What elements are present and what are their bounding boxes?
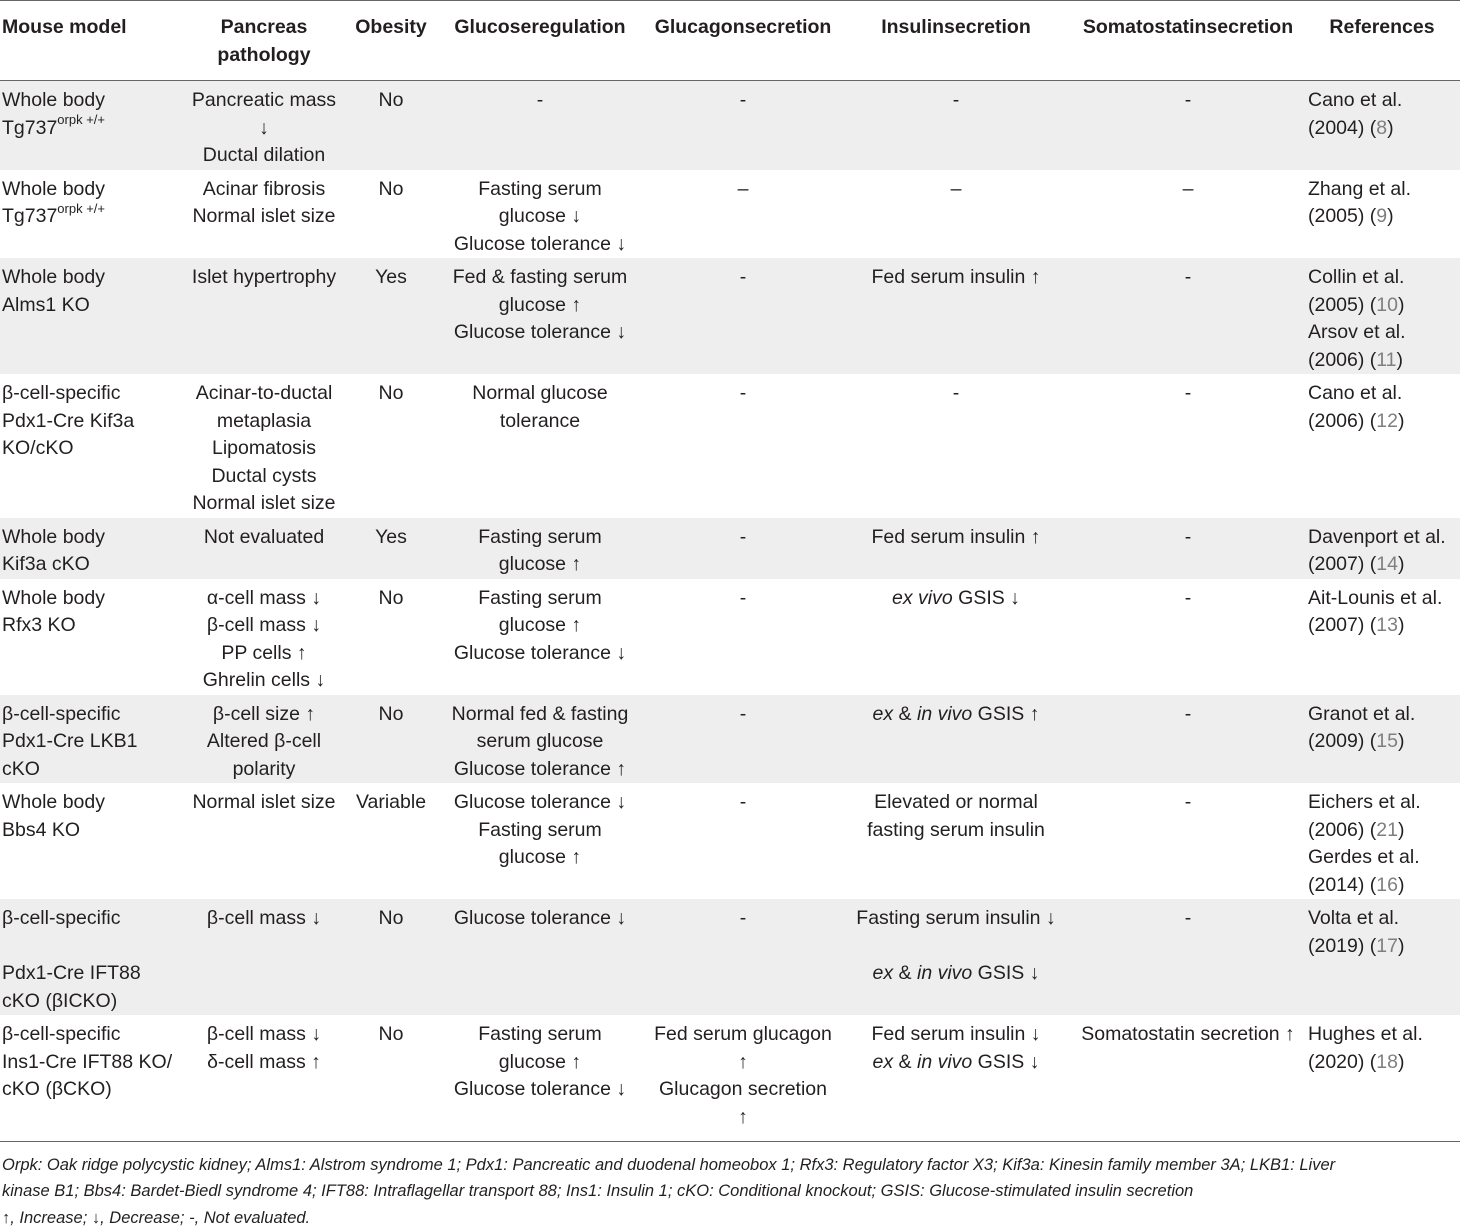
insulin-line: - [840, 380, 1072, 408]
glucagon-line: ↑ [646, 1104, 840, 1132]
reference-year: (2007) (13) [1308, 612, 1460, 640]
glucagon-line: - [646, 264, 840, 292]
model-line: Whole body [2, 585, 180, 613]
cell-mouse-model [0, 783, 180, 899]
somatostatin-line: - [1072, 380, 1304, 408]
model-line: β-cell-specific [2, 905, 180, 933]
table-body [0, 81, 1460, 1142]
cell-pancreas-pathology [180, 374, 348, 518]
cell-glucose-regulation [434, 783, 646, 899]
glucose-line: glucose ↑ [434, 551, 646, 579]
cell-insulin-secretion [840, 1015, 1072, 1141]
pathology-line: Normal islet size [180, 490, 348, 518]
reference-author: Ait-Lounis et al. [1308, 585, 1460, 613]
header-line: Pancreas [180, 14, 348, 42]
cell-references [1304, 258, 1460, 374]
reference-number: 11 [1376, 349, 1396, 371]
model-line: Alms1 KO [2, 292, 180, 320]
pathology-line: Lipomatosis [180, 435, 348, 463]
pathology-line: Islet hypertrophy [180, 264, 348, 292]
gsis-line: ex & in vivo GSIS ↓ [840, 1049, 1072, 1077]
cell-glucagon-secretion [646, 81, 840, 170]
cell-mouse-model [0, 170, 180, 259]
italic-term: in vivo [917, 962, 972, 984]
model-line: $Tg737^{orpk +/+}$ [2, 115, 180, 143]
cell-glucose-regulation [434, 258, 646, 374]
model-line: Rfx3 KO [2, 612, 180, 640]
model-line: Whole body [2, 176, 180, 204]
reference-number: 13 [1376, 614, 1398, 636]
table-row [0, 170, 1460, 259]
italic-term: ex [873, 703, 894, 725]
glucose-line: glucose ↑ [434, 844, 646, 872]
model-line: β-cell-specific [2, 380, 180, 408]
model-superscript: orpk +/+ [57, 112, 105, 127]
insulin-line [840, 933, 1072, 961]
reference-author: Cano et al. [1308, 380, 1460, 408]
reference-year: (2014) (16) [1308, 872, 1460, 900]
reference-author: Eichers et al. [1308, 789, 1460, 817]
cell-glucagon-secretion [646, 1015, 840, 1141]
model-line: $Tg737^{orpk +/+}$ [2, 203, 180, 231]
model-line: cKO (βICKO) [2, 988, 180, 1016]
cell-glucose-regulation [434, 695, 646, 784]
glucagon-line: – [646, 176, 840, 204]
glucose-line: tolerance [434, 408, 646, 436]
pathology-line: Ghrelin cells ↓ [180, 667, 348, 695]
pathology-line: Pancreatic mass [180, 87, 348, 115]
cell-pancreas-pathology [180, 518, 348, 579]
reference-year: (2005) (9) [1308, 203, 1460, 231]
insulin-line: Fed serum insulin ↑ [840, 524, 1072, 552]
table-footnote [0, 1142, 1458, 1231]
pathology-line: β-cell size ↑ [180, 701, 348, 729]
cell-glucagon-secretion [646, 258, 840, 374]
cell-mouse-model [0, 899, 180, 1015]
glucagon-line: Fed serum glucagon [646, 1021, 840, 1049]
table-row [0, 258, 1460, 374]
italic-term: in vivo [917, 703, 972, 725]
table-row [0, 1015, 1460, 1141]
model-line: Pdx1-Cre LKB1 [2, 728, 180, 756]
somatostatin-line: - [1072, 789, 1304, 817]
pathology-line: β-cell mass ↓ [180, 1021, 348, 1049]
italic-term: ex [873, 1051, 894, 1073]
glucagon-line: - [646, 380, 840, 408]
cell-obesity: No [348, 899, 434, 1015]
reference-year: (2004) (8) [1308, 115, 1460, 143]
reference-number: 18 [1376, 1051, 1398, 1073]
glucose-line: glucose ↓ [434, 203, 646, 231]
reference-author: Gerdes et al. [1308, 844, 1460, 872]
somatostatin-line: - [1072, 87, 1304, 115]
model-line: Pdx1-Cre Kif3a [2, 408, 180, 436]
italic-term: ex vivo [892, 587, 953, 609]
pathology-line: Altered β-cell [180, 728, 348, 756]
cell-obesity: Yes [348, 258, 434, 374]
reference-author: Collin et al. [1308, 264, 1460, 292]
pathology-line: Normal islet size [180, 789, 348, 817]
footnote-line: kinase B1; Bbs4: Bardet-Biedl syndrome 4; IFT88: Intraflagellar transport 88; Ins1: Insulin 1; cKO: Conditional knockout; GSIS: Glucose-stimulated insulin secretion [2, 1178, 1458, 1205]
cell-glucagon-secretion [646, 170, 840, 259]
glucose-line: - [434, 87, 646, 115]
cell-obesity: No [348, 695, 434, 784]
glucose-line: Glucose tolerance ↓ [434, 905, 646, 933]
insulin-line: fasting serum insulin [840, 817, 1072, 845]
pathology-line: Ductal cysts [180, 463, 348, 491]
glucose-line: Fasting serum [434, 524, 646, 552]
gsis-line: ex & in vivo GSIS ↓ [840, 960, 1072, 988]
cell-obesity: Variable [348, 783, 434, 899]
model-line: cKO [2, 756, 180, 784]
cell-mouse-model [0, 1015, 180, 1141]
table-row [0, 81, 1460, 170]
reference-author: Cano et al. [1308, 87, 1460, 115]
cell-glucose-regulation [434, 899, 646, 1015]
header-glucose-regulation: Glucoseregulation [434, 1, 646, 81]
model-line: Ins1-Cre IFT88 KO/ [2, 1049, 180, 1077]
cell-references [1304, 374, 1460, 518]
glucagon-line: - [646, 524, 840, 552]
reference-author: Hughes et al. [1308, 1021, 1460, 1049]
cell-somatostatin-secretion [1072, 81, 1304, 170]
pathology-line: metaplasia [180, 408, 348, 436]
glucagon-line: - [646, 905, 840, 933]
glucagon-line: - [646, 585, 840, 613]
glucose-line: Normal glucose [434, 380, 646, 408]
insulin-line: Fasting serum insulin ↓ [840, 905, 1072, 933]
insulin-line: - [840, 87, 1072, 115]
header-mouse-model: Mouse model [0, 1, 180, 81]
cell-insulin-secretion [840, 374, 1072, 518]
reference-year: (2020) (18) [1308, 1049, 1460, 1077]
pathology-line: α-cell mass ↓ [180, 585, 348, 613]
cell-somatostatin-secretion [1072, 374, 1304, 518]
cell-insulin-secretion [840, 783, 1072, 899]
reference-author: Granot et al. [1308, 701, 1460, 729]
somatostatin-line: – [1072, 176, 1304, 204]
reference-number: 10 [1376, 294, 1398, 316]
insulin-line: Elevated or normal [840, 789, 1072, 817]
cell-somatostatin-secretion [1072, 518, 1304, 579]
glucagon-line: - [646, 701, 840, 729]
cell-pancreas-pathology [180, 81, 348, 170]
pathology-line: Acinar fibrosis [180, 176, 348, 204]
cell-somatostatin-secretion [1072, 170, 1304, 259]
glucose-line: glucose ↑ [434, 292, 646, 320]
footnote-line: ↑, Increase; ↓, Decrease; -, Not evaluated. [2, 1205, 1458, 1231]
cell-obesity: No [348, 81, 434, 170]
cell-obesity: No [348, 374, 434, 518]
reference-year: (2005) (10) [1308, 292, 1460, 320]
cell-glucose-regulation [434, 374, 646, 518]
glucose-line: Glucose tolerance ↑ [434, 756, 646, 784]
cell-obesity: No [348, 579, 434, 695]
cell-obesity: Yes [348, 518, 434, 579]
cell-glucagon-secretion [646, 899, 840, 1015]
cell-glucagon-secretion [646, 579, 840, 695]
glucagon-line: - [646, 87, 840, 115]
model-line: Kif3a cKO [2, 551, 180, 579]
cell-references [1304, 170, 1460, 259]
glucose-line: Glucose tolerance ↓ [434, 1076, 646, 1104]
pathology-line: Acinar-to-ductal [180, 380, 348, 408]
cell-pancreas-pathology [180, 579, 348, 695]
glucose-line: Fasting serum [434, 1021, 646, 1049]
cell-mouse-model [0, 258, 180, 374]
pathology-line: Normal islet size [180, 203, 348, 231]
cell-mouse-model [0, 695, 180, 784]
model-line: KO/cKO [2, 435, 180, 463]
cell-glucose-regulation [434, 1015, 646, 1141]
table-row [0, 783, 1460, 899]
glucose-line: Fasting serum [434, 817, 646, 845]
somatostatin-line: - [1072, 264, 1304, 292]
insulin-line: Fed serum insulin ↓ [840, 1021, 1072, 1049]
cell-pancreas-pathology [180, 258, 348, 374]
model-superscript: orpk +/+ [57, 201, 105, 216]
somatostatin-line: - [1072, 585, 1304, 613]
reference-number: 9 [1376, 205, 1387, 227]
header-line: pathology [180, 42, 348, 70]
gsis-line: ex vivo GSIS ↓ [840, 585, 1072, 613]
cell-glucagon-secretion [646, 783, 840, 899]
model-line: cKO (βCKO) [2, 1076, 180, 1104]
cell-obesity: No [348, 1015, 434, 1141]
reference-year: (2006) (11) [1308, 347, 1460, 375]
model-line [2, 933, 180, 961]
gsis-line: ex & in vivo GSIS ↑ [840, 701, 1072, 729]
model-line: β-cell-specific [2, 701, 180, 729]
reference-number: 8 [1376, 117, 1387, 139]
cell-glucose-regulation [434, 579, 646, 695]
glucose-line: glucose ↑ [434, 1049, 646, 1077]
cell-glucagon-secretion [646, 374, 840, 518]
pathology-line: Ductal dilation [180, 142, 348, 170]
insulin-line: – [840, 176, 1072, 204]
cell-insulin-secretion [840, 81, 1072, 170]
italic-term: ex [873, 962, 894, 984]
cell-somatostatin-secretion [1072, 695, 1304, 784]
pathology-line: Not evaluated [180, 524, 348, 552]
reference-year: (2009) (15) [1308, 728, 1460, 756]
glucose-line: serum glucose [434, 728, 646, 756]
cell-glucose-regulation [434, 518, 646, 579]
somatostatin-line: Somatostatin secretion ↑ [1072, 1021, 1304, 1049]
cell-pancreas-pathology [180, 899, 348, 1015]
table-row [0, 899, 1460, 1015]
cell-references [1304, 1015, 1460, 1141]
header-glucagon-secretion: Glucagonsecretion [646, 1, 840, 81]
table-row [0, 579, 1460, 695]
pathology-line: β-cell mass ↓ [180, 612, 348, 640]
model-line: Whole body [2, 524, 180, 552]
cell-somatostatin-secretion [1072, 1015, 1304, 1141]
cell-somatostatin-secretion [1072, 783, 1304, 899]
glucagon-line: ↑ [646, 1049, 840, 1077]
reference-author: Arsov et al. [1308, 319, 1460, 347]
cell-mouse-model [0, 579, 180, 695]
model-line: Whole body [2, 87, 180, 115]
glucose-line: Glucose tolerance ↓ [434, 319, 646, 347]
pathology-line: polarity [180, 756, 348, 784]
reference-number: 21 [1376, 819, 1398, 841]
reference-number: 15 [1376, 730, 1398, 752]
reference-year: (2006) (21) [1308, 817, 1460, 845]
model-line: β-cell-specific [2, 1021, 180, 1049]
cell-mouse-model [0, 374, 180, 518]
glucose-line: Fasting serum [434, 585, 646, 613]
model-line: Whole body [2, 789, 180, 817]
reference-author: Volta et al. [1308, 905, 1460, 933]
header-pancreas-pathology [180, 1, 348, 81]
cell-pancreas-pathology [180, 783, 348, 899]
cell-glucagon-secretion [646, 695, 840, 784]
reference-number: 14 [1376, 553, 1398, 575]
cell-glucose-regulation [434, 170, 646, 259]
reference-number: 12 [1376, 410, 1398, 432]
somatostatin-line: - [1072, 524, 1304, 552]
cell-insulin-secretion [840, 258, 1072, 374]
insulin-line: Fed serum insulin ↑ [840, 264, 1072, 292]
cell-somatostatin-secretion [1072, 258, 1304, 374]
cell-references [1304, 783, 1460, 899]
cell-references [1304, 579, 1460, 695]
pathology-line: δ-cell mass ↑ [180, 1049, 348, 1077]
pathology-line: ↓ [180, 115, 348, 143]
reference-author: Zhang et al. [1308, 176, 1460, 204]
somatostatin-line: - [1072, 905, 1304, 933]
cell-insulin-secretion [840, 518, 1072, 579]
cell-references [1304, 695, 1460, 784]
reference-number: 16 [1376, 874, 1398, 896]
cell-somatostatin-secretion [1072, 899, 1304, 1015]
pathology-line: PP cells ↑ [180, 640, 348, 668]
cell-glucose-regulation [434, 81, 646, 170]
cell-insulin-secretion [840, 695, 1072, 784]
glucose-line: Glucose tolerance ↓ [434, 231, 646, 259]
cell-references [1304, 899, 1460, 1015]
glucagon-line: Glucagon secretion [646, 1076, 840, 1104]
header-somatostatin-secretion: Somatostatinsecretion [1072, 1, 1304, 81]
glucose-line: Glucose tolerance ↓ [434, 789, 646, 817]
table-row [0, 695, 1460, 784]
model-line: Bbs4 KO [2, 817, 180, 845]
cell-pancreas-pathology [180, 1015, 348, 1141]
table-header [0, 1, 1460, 81]
reference-number: 17 [1376, 935, 1398, 957]
header-references: References [1304, 1, 1460, 81]
reference-year: (2006) (12) [1308, 408, 1460, 436]
cell-references [1304, 81, 1460, 170]
header-insulin-secretion: Insulinsecretion [840, 1, 1072, 81]
cell-mouse-model [0, 518, 180, 579]
pathology-line: β-cell mass ↓ [180, 905, 348, 933]
footnote-line: Orpk: Oak ridge polycystic kidney; Alms1: Alstrom syndrome 1; Pdx1: Pancreatic and duodenal homeobox 1; Rfx3: Regulatory factor X3; Kif3a: Kinesin family member 3A; LKB1: Liver [2, 1152, 1458, 1179]
cell-pancreas-pathology [180, 170, 348, 259]
table-row [0, 374, 1460, 518]
cell-glucagon-secretion [646, 518, 840, 579]
cell-insulin-secretion [840, 579, 1072, 695]
somatostatin-line: - [1072, 701, 1304, 729]
glucose-line: Fed & fasting serum [434, 264, 646, 292]
model-line: Pdx1-Cre IFT88 [2, 960, 180, 988]
italic-term: in vivo [917, 1051, 972, 1073]
reference-year: (2019) (17) [1308, 933, 1460, 961]
glucose-line: Glucose tolerance ↓ [434, 640, 646, 668]
cell-insulin-secretion [840, 170, 1072, 259]
cell-insulin-secretion [840, 899, 1072, 1015]
reference-author: Davenport et al. [1308, 524, 1460, 552]
table-row [0, 518, 1460, 579]
glucose-line: Fasting serum [434, 176, 646, 204]
cell-mouse-model [0, 81, 180, 170]
model-line: Whole body [2, 264, 180, 292]
cell-references [1304, 518, 1460, 579]
glucose-line: glucose ↑ [434, 612, 646, 640]
cell-obesity: No [348, 170, 434, 259]
header-obesity: Obesity [348, 1, 434, 81]
glucagon-line: - [646, 789, 840, 817]
cell-somatostatin-secretion [1072, 579, 1304, 695]
cell-pancreas-pathology [180, 695, 348, 784]
reference-year: (2007) (14) [1308, 551, 1460, 579]
glucose-line: Normal fed & fasting [434, 701, 646, 729]
